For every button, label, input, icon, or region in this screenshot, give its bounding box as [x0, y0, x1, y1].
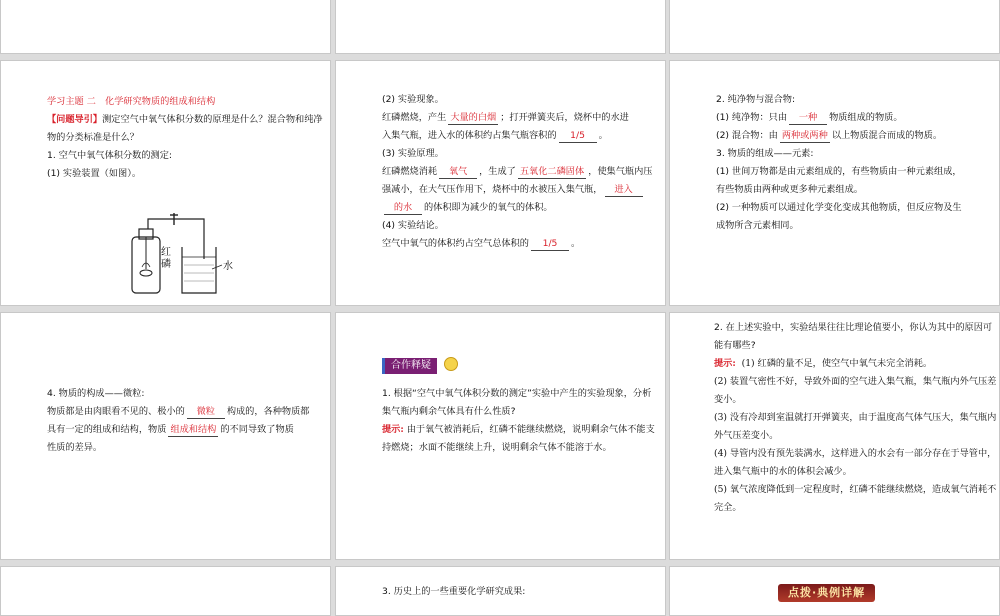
measure-heading: 1. 空气中氧气体积分数的测定: — [47, 150, 173, 161]
conclusion-heading: (4) 实验结论。 — [382, 220, 444, 231]
label-red-phosphorus: 红磷 — [161, 247, 171, 270]
prin-text-a: 红磷燃烧消耗 — [382, 166, 438, 177]
hint-2 — [714, 355, 998, 373]
principle-line-3 — [382, 199, 662, 217]
particle-line-3: 性质的差异。 — [47, 442, 103, 453]
history-heading: 3. 历史上的一些重要化学研究成果: — [382, 586, 526, 597]
hint-2-item-5: (5) 氧气浓度降低到一定程度时，红磷不能继续燃烧，造成氧气消耗不完全。 — [714, 484, 997, 513]
guide-question — [47, 111, 323, 147]
element-line-2: 有些物质由两种或更多种元素组成。 — [716, 184, 863, 195]
lightbulb-icon — [444, 357, 458, 371]
hint-1 — [382, 421, 660, 457]
hint-2-item-2: (2) 装置气密性不好，导致外面的空气进入集气瓶，集气瓶内外气压差变小。 — [714, 376, 997, 405]
topic-title-text: 学习主题 二 化学研究物质的组成和结构 — [47, 96, 216, 107]
hint-1-label: 提示: — [382, 424, 404, 435]
phen-text-c: 入集气瓶，进入水的体积约占集气瓶容积的 — [382, 130, 557, 141]
particle-heading: 4. 物质的构成——微粒: — [47, 388, 145, 399]
phen-text-a: 红磷燃烧，产生 — [382, 112, 447, 123]
hint-2-item-3: (3) 没有冷却到室温就打开弹簧夹，由于温度高气体气压大，集气瓶内外气压差变小。 — [714, 412, 997, 441]
slide-bottom-right — [669, 566, 1000, 616]
element-line-3: (2) 一种物质可以通过化学变化变成其他物质，但反应物及生 — [716, 202, 962, 213]
element-line-1: (1) 世间万物都是由元素组成的，有些物质由一种元素组成， — [716, 166, 962, 177]
principle-line-2 — [382, 181, 662, 199]
concl-text-a: 空气中氧气的体积约占空气总体积的 — [382, 238, 529, 249]
phen-text-b: ；打开弹簧夹后，烧杯中的水进 — [500, 112, 629, 123]
answer-one-fifth-2: 1/5 — [531, 238, 569, 251]
label-water: 水 — [223, 261, 233, 272]
mixture-line — [716, 127, 996, 145]
apparatus-figure — [126, 207, 236, 297]
slide-top-left — [0, 0, 331, 54]
slide-bottom-left — [0, 566, 331, 616]
phen-text-d: 。 — [598, 130, 608, 141]
slide-bottom-middle — [335, 566, 666, 616]
question-1: 1. 根据“空气中氧气体积分数的测定”实验中产生的实验现象，分析集气瓶内剩余气体具有什么性质? — [382, 388, 652, 417]
apparatus-heading: (1) 实验装置（如图）。 — [47, 168, 142, 179]
phenomenon-line-2 — [382, 127, 662, 145]
pure-line — [716, 109, 996, 127]
pure-text-a: (1) 纯净物：只由 — [716, 112, 788, 123]
hint-2-item-1: (1) 红磷的量不足，使空气中氧气未完全消耗。 — [741, 358, 933, 369]
prin-text-e: 的体积即为减少的氧气的体积。 — [424, 202, 553, 213]
answer-white-smoke: 大量的白烟 — [450, 112, 497, 123]
mix-text-b: 以上物质混合而成的物质。 — [831, 130, 943, 141]
particle-text-a: 物质都是由肉眼看不见的、极小的 — [47, 406, 185, 417]
answer-water: 的水 — [384, 202, 422, 215]
principle-line-1 — [382, 163, 662, 181]
phenomenon-line-1 — [382, 109, 662, 127]
particle-text-d: 的不同导致了物质 — [220, 424, 294, 435]
answer-particles: 微粒 — [187, 406, 225, 419]
answer-composition-structure: 组成和结构 — [170, 424, 217, 435]
answer-p2o5: 五氧化二磷固体 — [519, 166, 585, 177]
particle-line-1 — [47, 403, 327, 421]
example-banner — [778, 584, 875, 602]
phenomenon-heading: (2) 实验现象。 — [382, 94, 444, 105]
pure-text-b: 物质组成的物质。 — [829, 112, 903, 123]
concl-text-b: 。 — [571, 238, 581, 249]
particle-text-b: 构成的，各种物质都 — [226, 406, 310, 417]
example-banner-text: 点拨·典例详解 — [788, 586, 866, 599]
answer-oxygen: 氧气 — [439, 166, 477, 179]
question-2: 2. 在上述实验中，实验结果往往比理论值要小，你认为其中的原因可能有哪些? — [714, 322, 993, 351]
guide-tag: 【问题导引】 — [47, 114, 103, 125]
prin-text-b: ，生成了 — [479, 166, 516, 177]
hint-1-text: 由于氧气被消耗后，红磷不能继续燃烧，说明剩余气体不能支持燃烧；水面不能继续上升，说明剩余气体不能溶于水。 — [382, 424, 655, 453]
answer-one-kind: 一种 — [789, 112, 827, 125]
slide-experiment — [335, 60, 666, 306]
pure-mixture-heading: 2. 纯净物与混合物: — [716, 94, 796, 105]
topic-title — [47, 93, 323, 111]
guide-text: 测定空气中氧气体积分数的原理是什么？混合物和纯净物的分类标准是什么？ — [47, 114, 323, 143]
hint-2-label: 提示: — [714, 358, 736, 369]
conclusion-line — [382, 235, 662, 253]
element-heading: 3. 物质的组成——元素: — [716, 148, 814, 159]
prin-text-c: ，使集气瓶内压 — [588, 166, 653, 177]
slide-question-2 — [669, 312, 1000, 560]
answer-one-fifth: 1/5 — [559, 130, 597, 143]
mix-text-a: (2) 混合物：由 — [716, 130, 778, 141]
particle-line-2 — [47, 421, 327, 439]
hint-2-item-4: (4) 导管内没有预先装满水，这样进入的水会有一部分存在于导管中，进入集气瓶中的水的体积会减少。 — [714, 448, 997, 477]
element-line-4: 成物所含元素相同。 — [716, 220, 799, 231]
cooperative-banner — [382, 358, 437, 374]
slide-study-topic — [0, 60, 331, 306]
particle-text-c: 具有一定的组成和结构，物质 — [47, 424, 167, 435]
slide-particles — [0, 312, 331, 560]
answer-two-or-more: 两种或两种 — [781, 130, 828, 141]
cooperative-banner-text: 合作释疑 — [391, 360, 431, 371]
principle-heading: (3) 实验原理。 — [382, 148, 444, 159]
slide-pure-mixture — [669, 60, 1000, 306]
slide-cooperative — [335, 312, 666, 560]
slide-top-right — [669, 0, 1000, 54]
answer-enter: 进入 — [605, 184, 643, 197]
prin-text-d: 强减小，在大气压作用下，烧杯中的水被压入集气瓶， — [382, 184, 603, 195]
slide-top-middle — [335, 0, 666, 54]
